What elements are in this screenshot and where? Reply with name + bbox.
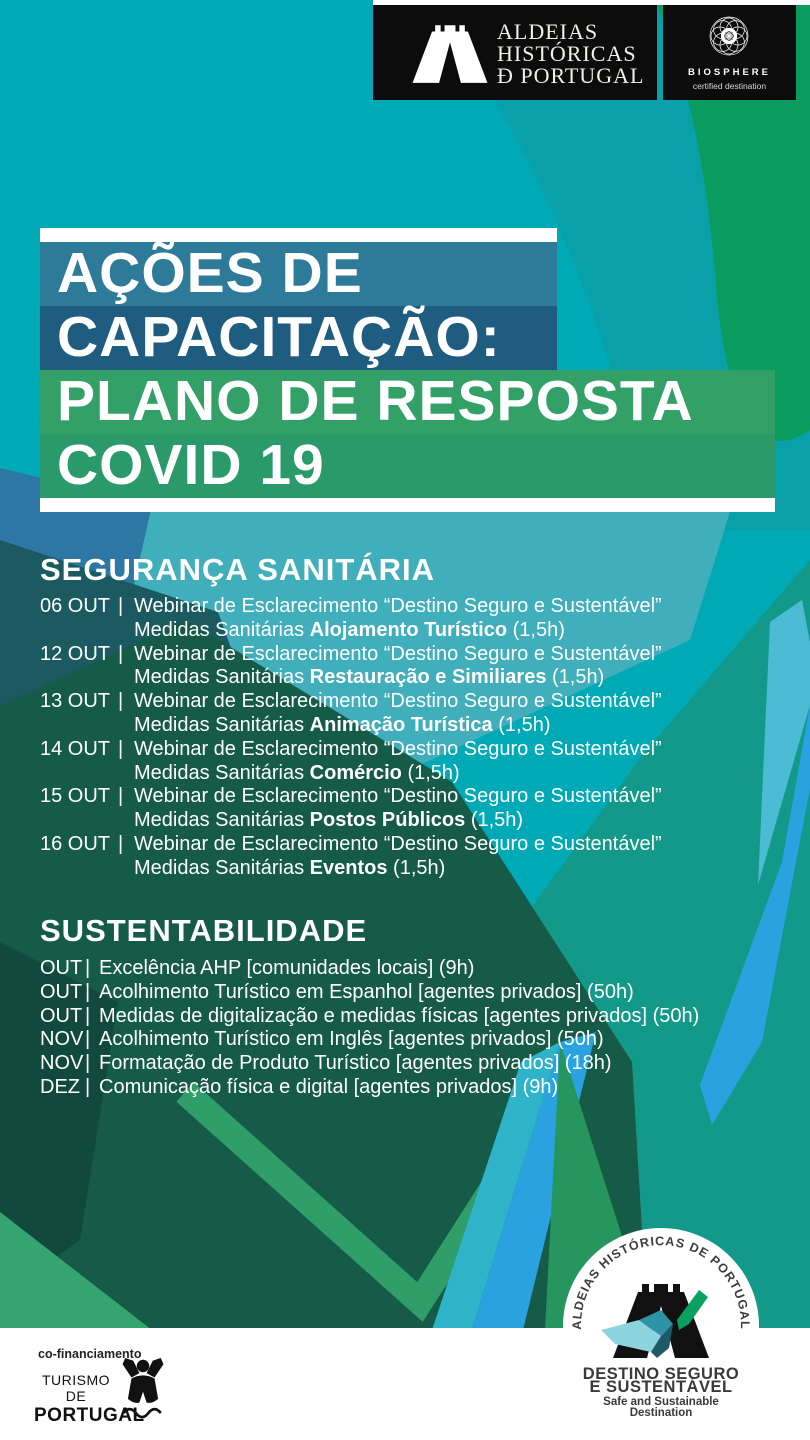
ahp-logo-line3: Ð PORTUGAL: [497, 63, 645, 88]
separator: |: [118, 785, 124, 808]
title-bar-top: [40, 228, 557, 242]
list-item: [40, 833, 662, 881]
event-date: 12 OUT: [40, 642, 111, 665]
separator: |: [118, 642, 124, 665]
turismo-portugal-logo-text: [34, 1372, 145, 1427]
list-item: [40, 595, 662, 643]
event-date: 13 OUT: [40, 690, 111, 713]
title-line-2: CAPACITAÇÃO:: [40, 306, 557, 370]
badge-castle-icon: [601, 1284, 709, 1358]
badge-subtitle-line1: Safe and Sustainable: [603, 1396, 719, 1408]
event-detail: Medidas Sanitárias Comércio (1,5h): [134, 761, 460, 784]
event-title: Webinar de Esclarecimento “Destino Seguro e Sustentável”: [134, 832, 662, 855]
turismo-line2: PORTUGAL: [34, 1405, 145, 1426]
event-detail: Medidas Sanitárias Alojamento Turístico (1,5h): [134, 618, 565, 641]
badge-subtitle-line2: Destination: [629, 1407, 693, 1419]
list-item: [40, 1028, 699, 1052]
badge-title-line2: E SUSTENTÁVEL: [589, 1378, 733, 1396]
course-date: DEZ: [40, 1075, 80, 1098]
biosphere-ornament-icon: [703, 10, 755, 62]
list-item: [40, 1076, 699, 1100]
ahp-logo-line2: HISTÓRICAS: [497, 41, 637, 66]
course-text: Excelência AHP [comunidades locais] (9h): [99, 957, 475, 979]
course-text: Comunicação física e digital [agentes privados] (9h): [99, 1075, 559, 1098]
event-title: Webinar de Esclarecimento “Destino Seguro e Sustentável”: [134, 785, 662, 808]
biosphere-subtitle: certified destination: [692, 81, 767, 91]
separator: |: [118, 737, 124, 760]
certification-badge: [563, 1228, 759, 1424]
separator: |: [118, 832, 124, 855]
ahp-logo-text: [497, 21, 644, 87]
event-detail: Medidas Sanitárias Eventos (1,5h): [134, 856, 446, 879]
biosphere-logo-box: [663, 5, 796, 100]
cofinance-label: co-financiamento: [38, 1347, 142, 1361]
castle-icon: [411, 22, 489, 83]
course-text: Acolhimento Turístico em Espanhol [agentes privados] (50h): [99, 980, 634, 1003]
course-text: Acolhimento Turístico em Inglês [agentes privados] (50h): [99, 1028, 604, 1051]
separator: |: [85, 1004, 91, 1027]
badge-arc-text: ALDEIAS HISTÓRICAS DE PORTUGAL: [569, 1234, 753, 1330]
biosphere-title: BIOSPHERE: [688, 67, 771, 78]
event-title: Webinar de Esclarecimento “Destino Seguro e Sustentável”: [134, 642, 662, 665]
title-line-1: AÇÕES DE: [40, 242, 557, 306]
title-line-3: PLANO DE RESPOSTA: [40, 370, 775, 434]
event-detail: Medidas Sanitárias Restauração e Similiares (1,5h): [134, 666, 605, 689]
event-detail: Medidas Sanitárias Postos Públicos (1,5h): [134, 809, 524, 832]
event-title: Webinar de Esclarecimento “Destino Seguro e Sustentável”: [134, 595, 662, 617]
separator: |: [118, 595, 124, 617]
ahp-logo-line1: ALDEIAS: [497, 19, 599, 44]
course-date: NOV: [40, 1052, 84, 1075]
title-line-4: COVID 19: [40, 434, 775, 498]
separator: |: [118, 690, 124, 713]
ahp-logo-box: [373, 5, 657, 100]
course-date: NOV: [40, 1028, 84, 1051]
event-date: 14 OUT: [40, 737, 111, 760]
event-date: 06 OUT: [40, 595, 111, 617]
event-title: Webinar de Esclarecimento “Destino Seguro e Sustentável”: [134, 737, 662, 760]
separator: |: [85, 957, 91, 979]
badge-title-line1: DESTINO SEGURO: [582, 1365, 740, 1383]
turismo-figure-icon: [116, 1358, 170, 1422]
event-detail: Medidas Sanitárias Animação Turística (1,5h): [134, 713, 551, 736]
event-date: 15 OUT: [40, 785, 111, 808]
sanitary-safety-heading: SEGURANÇA SANITÁRIA: [40, 552, 436, 587]
title-bar-bottom: [40, 498, 775, 512]
turismo-line1: TURISMO DE: [41, 1372, 111, 1404]
course-date: OUT: [40, 957, 83, 979]
list-item: [40, 643, 662, 691]
separator: |: [85, 1028, 91, 1051]
separator: |: [85, 980, 91, 1003]
separator: |: [85, 1052, 91, 1075]
course-text: Formatação de Produto Turístico [agentes privados] (18h): [99, 1052, 612, 1075]
event-date: 16 OUT: [40, 832, 111, 855]
list-item: [40, 981, 699, 1005]
sustainability-heading: SUSTENTABILIDADE: [40, 913, 368, 948]
list-item: [40, 1005, 699, 1029]
event-title: Webinar de Esclarecimento “Destino Seguro e Sustentável”: [134, 690, 662, 713]
course-list: [40, 957, 699, 1100]
course-date: OUT: [40, 980, 83, 1003]
list-item: [40, 690, 662, 738]
list-item: [40, 957, 699, 981]
course-date: OUT: [40, 1004, 83, 1027]
separator: |: [85, 1075, 91, 1098]
course-text: Medidas de digitalização e medidas físicas [agentes privados] (50h): [99, 1004, 700, 1027]
list-item: [40, 738, 662, 786]
list-item: [40, 785, 662, 833]
list-item: [40, 1052, 699, 1076]
webinar-list: [40, 595, 662, 881]
